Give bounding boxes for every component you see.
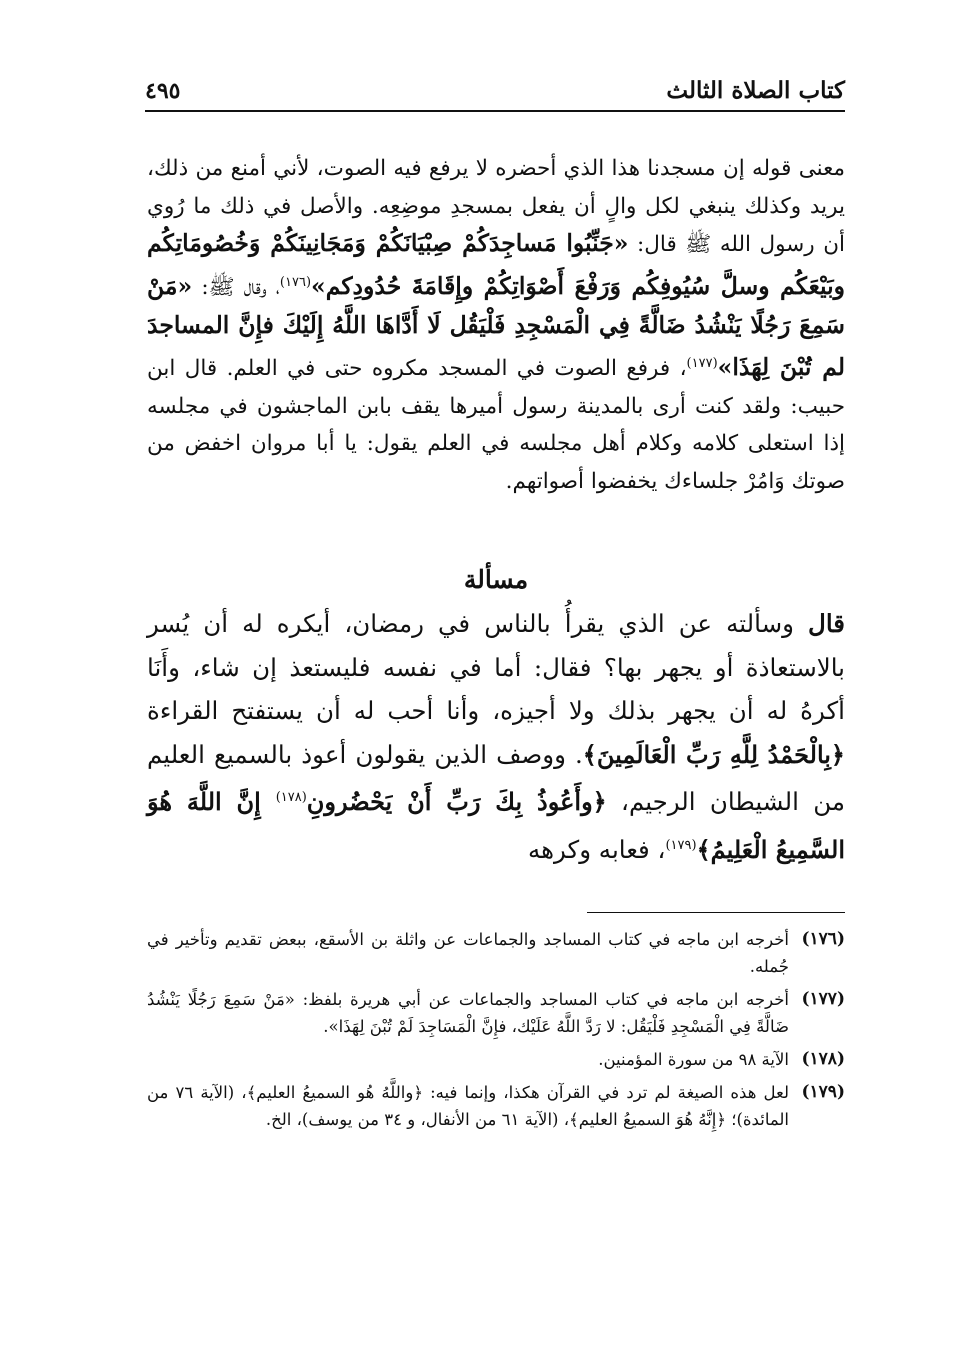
footnote-text: أخرجه ابن ماجه في كتاب المساجد والجماعات عن واثلة بن الأسقع، ببعض تقديم وتأخير في جُمله. (147, 930, 789, 976)
intro-text-c: ، فرفع الصوت في المسجد مكروه حتى في العلم. قال ابن حبيب: ولقد كنت أرى بالمدينة رسول أميرها يقف بابن الماجشون في مجلسه إذا استعلى كلامه وكلام أهل مجلسه في العلم يقول: يا أبا مروان اخفض من صوتك وَامُرْ جلساءك يخفضوا أصواتهم. (147, 356, 845, 495)
intro-text-a: معنى قوله إن مسجدنا هذا الذي أحضره لا يرفع فيه الصوت، لأني أمنع من ذلك، يريد وكذلك ينبغي لكل والٍ أن يفعل بمسجدِ موضِعِه. والأصل في ذلك ما رُوي أن رسول الله ﷺ قال: (147, 156, 845, 258)
quran-verse-samee: إِنَّ اللَّهَ هُوَ السَّمِيعُ الْعَلِيمُ﴾ (147, 787, 845, 864)
footnote-number: (١٧٨) (801, 1049, 845, 1069)
footnote-ref-176[interactable]: (١٧٦) (279, 274, 312, 290)
footnote-number: (١٧٧) (801, 989, 845, 1009)
quran-verse-hamd: ﴿بِالْحَمْدُ لِلَّهِ رَبِّ الْعَالَمِينَ﴾ (582, 739, 845, 769)
footnote-text: لعل هذه الصيغة لم ترد في القرآن هكذا، وإنما فيه: ﴿واللَّهُ هُو السميعُ العليم﴾، (الآية ٧٦ من المائدة)؛ ﴿إِنَّهُ هُوَ السميعُ العليم﴾، (الآية ٦١ من الأنفال، و ٣٤ من يوسف)، الخ. (147, 1083, 789, 1129)
footnote-179 (147, 1079, 845, 1133)
masalah-text-c: ، فعابه وكرهه (527, 834, 666, 864)
footnote-178 (147, 1046, 845, 1073)
quran-verse-audhu: ﴿وأَعُوذُ بِكَ رَبِّ أَنْ يَحْضُرونِ (306, 787, 607, 817)
masalah-lead: قال (808, 609, 845, 638)
masalah-text (147, 602, 845, 871)
footnote-176 (147, 926, 845, 980)
main-text (147, 150, 845, 501)
masalah-text-b: . ووصف الذين يقولون أعوذ بالسميع العليم من الشيطان الرجيم، (147, 739, 845, 817)
section-title: مسألة (463, 565, 529, 594)
footnote-177 (147, 986, 845, 1040)
footnote-number: (١٧٩) (801, 1082, 845, 1102)
hadith-lost-item: «مَنْ سَمِعَ رَجُلًا يَنْشُدُ ضَالَّةً فِي الْمَسْجِدِ فَلْيَقُل لَا أَدَّاهَا اللَّهُ إِلَيْكَ فإِنَّ المساجدَ لم تُبْنَ لِهَذَا» (147, 271, 845, 382)
footnote-separator (587, 912, 845, 913)
footnote-text: الآية ٩٨ من سورة المؤمنين. (598, 1050, 789, 1069)
footnote-text: أخرجه ابن ماجه في كتاب المساجد والجماعات عن أبي هريرة بلفظ: «مَنْ سَمِعَ رَجُلًا يَنْشُدُ ضَالَّةً فِي الْمَسْجِدِ فَلْيَقُل: لا رَدَّ اللَّهُ عَلَيْك، فإِنَّ الْمَسَاجِدَ لَمْ تُبْنَ لِهَذَا». (147, 990, 789, 1036)
footnote-ref-179[interactable]: (١٧٩) (665, 837, 697, 853)
paragraph-intro (147, 150, 845, 501)
footnote-number: (١٧٦) (801, 929, 845, 949)
footnote-ref-178[interactable]: (١٧٨) (275, 790, 307, 805)
masalah-text-a: وسألته عن الذي يقرأُ بالناس في رمضان، أيكره له أن يُسر بالاستعاذة أو يجهر بها؟ فقال: أما في نفسه فليستعذ إن شاء، وأَنَا أكرهُ له أن يجهر بذلك ولا أجيزه، وأنا أحب له أن يستفتح القراءة (147, 609, 845, 725)
footnotes (147, 926, 845, 1139)
intro-text-b: ، وقال ﷺ: (192, 274, 280, 300)
page-number: ٤٩٥ (145, 78, 181, 104)
book-title: كتاب الصلاة الثالث (666, 77, 845, 104)
hadith-avoid-mosques: «جَنِّبُوا مَساجِدَكُمْ صِبْيَانَكُمْ وَمَجَانِينَكُمْ وَخُصُومَاتِكُم وبَيْعَكُم وسلَّ سُيُوفِكُم وَرَفْعَ أَصْوَاتِكُمْ وإِقَامَةَ حُدُودِكم» (147, 229, 845, 300)
paragraph-masalah (147, 602, 845, 871)
footnote-ref-177[interactable]: (١٧٧) (686, 356, 718, 372)
running-header (145, 66, 845, 112)
